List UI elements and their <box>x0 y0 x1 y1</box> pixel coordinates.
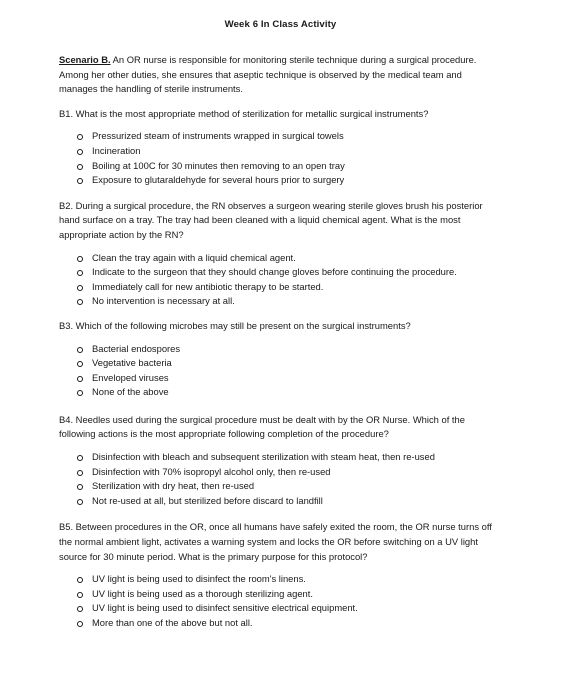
question-b3: B3. Which of the following microbes may still be present on the surgical instruments? <box>59 319 411 331</box>
bullet-icon <box>77 361 83 367</box>
bullet-icon <box>77 577 83 583</box>
page-title: Week 6 In Class Activity <box>224 19 337 30</box>
scenario-paragraph <box>59 53 497 97</box>
options-b5 <box>59 572 497 630</box>
question-b5: B5. Between procedures in the OR, once all humans have safely exited the room, the OR nurse turns off the normal ambient light, activates a warning system and locks the OR before switching on a UV light source for 30 minute period. What is the primary purpose for this protocol? <box>59 521 492 562</box>
option-item: Disinfection with bleach and subsequent sterilization with steam heat, then re-used <box>77 450 497 465</box>
options-b4 <box>59 450 497 508</box>
bullet-icon <box>77 455 83 461</box>
options-b2 <box>59 251 497 309</box>
bullet-icon <box>77 376 83 382</box>
question-b2: B2. During a surgical procedure, the RN observes a surgeon wearing sterile gloves brush his posterior hand surface on a tray. The tray had been cleaned with a liquid chemical agent. What is the most appropriate action by the RN? <box>59 199 483 240</box>
bullet-icon <box>77 285 83 291</box>
bullet-icon <box>77 299 83 305</box>
option-item: Indicate to the surgeon that they should change gloves before continuing the procedure. <box>77 265 497 280</box>
option-item: Vegetative bacteria <box>77 356 497 371</box>
option-item: UV light is being used as a thorough sterilizing agent. <box>77 587 497 602</box>
bullet-icon <box>77 178 83 184</box>
options-b1 <box>59 129 497 187</box>
bullet-icon <box>77 149 83 155</box>
option-item: Sterilization with dry heat, then re-used <box>77 479 497 494</box>
options-b3 <box>59 342 497 400</box>
bullet-icon <box>77 390 83 396</box>
bullet-icon <box>77 134 83 140</box>
option-item: Pressurized steam of instruments wrapped in surgical towels <box>77 129 497 144</box>
option-item: Incineration <box>77 144 497 159</box>
scenario-label: Scenario B. <box>59 54 111 65</box>
question-b4: B4. Needles used during the surgical procedure must be dealt with by the OR Nurse. Which of the following actions is the most appropriate following completion of the procedure? <box>59 413 465 440</box>
scenario-text: An OR nurse is responsible for monitoring sterile technique during a surgical procedure. Among her other duties, she ensures that aseptic technique is observed by the medical team and manages the handling of sterile instruments. <box>59 54 477 95</box>
bullet-icon <box>77 484 83 490</box>
bullet-icon <box>77 621 83 627</box>
question-b1: B1. What is the most appropriate method of sterilization for metallic surgical instruments? <box>59 107 429 119</box>
option-item: Clean the tray again with a liquid chemical agent. <box>77 251 497 266</box>
option-item: None of the above <box>77 385 497 400</box>
option-item: Boiling at 100C for 30 minutes then removing to an open tray <box>77 159 497 174</box>
option-item: Not re-used at all, but sterilized before discard to landfill <box>77 494 497 509</box>
bullet-icon <box>77 592 83 598</box>
option-item: More than one of the above but not all. <box>77 616 497 631</box>
option-item: UV light is being used to disinfect sensitive electrical equipment. <box>77 601 497 616</box>
bullet-icon <box>77 470 83 476</box>
option-item: Exposure to glutaraldehyde for several hours prior to surgery <box>77 173 497 188</box>
option-item: Disinfection with 70% isopropyl alcohol only, then re-used <box>77 465 497 480</box>
bullet-icon <box>77 256 83 262</box>
bullet-icon <box>77 606 83 612</box>
bullet-icon <box>77 347 83 353</box>
option-item: Bacterial endospores <box>77 342 497 357</box>
document-body <box>59 53 497 631</box>
bullet-icon <box>77 499 83 505</box>
option-item: Immediately call for new antibiotic therapy to be started. <box>77 280 497 295</box>
option-item: Enveloped viruses <box>77 371 497 386</box>
bullet-icon <box>77 270 83 276</box>
bullet-icon <box>77 164 83 170</box>
option-item: No intervention is necessary at all. <box>77 294 497 309</box>
option-item: UV light is being used to disinfect the room's linens. <box>77 572 497 587</box>
